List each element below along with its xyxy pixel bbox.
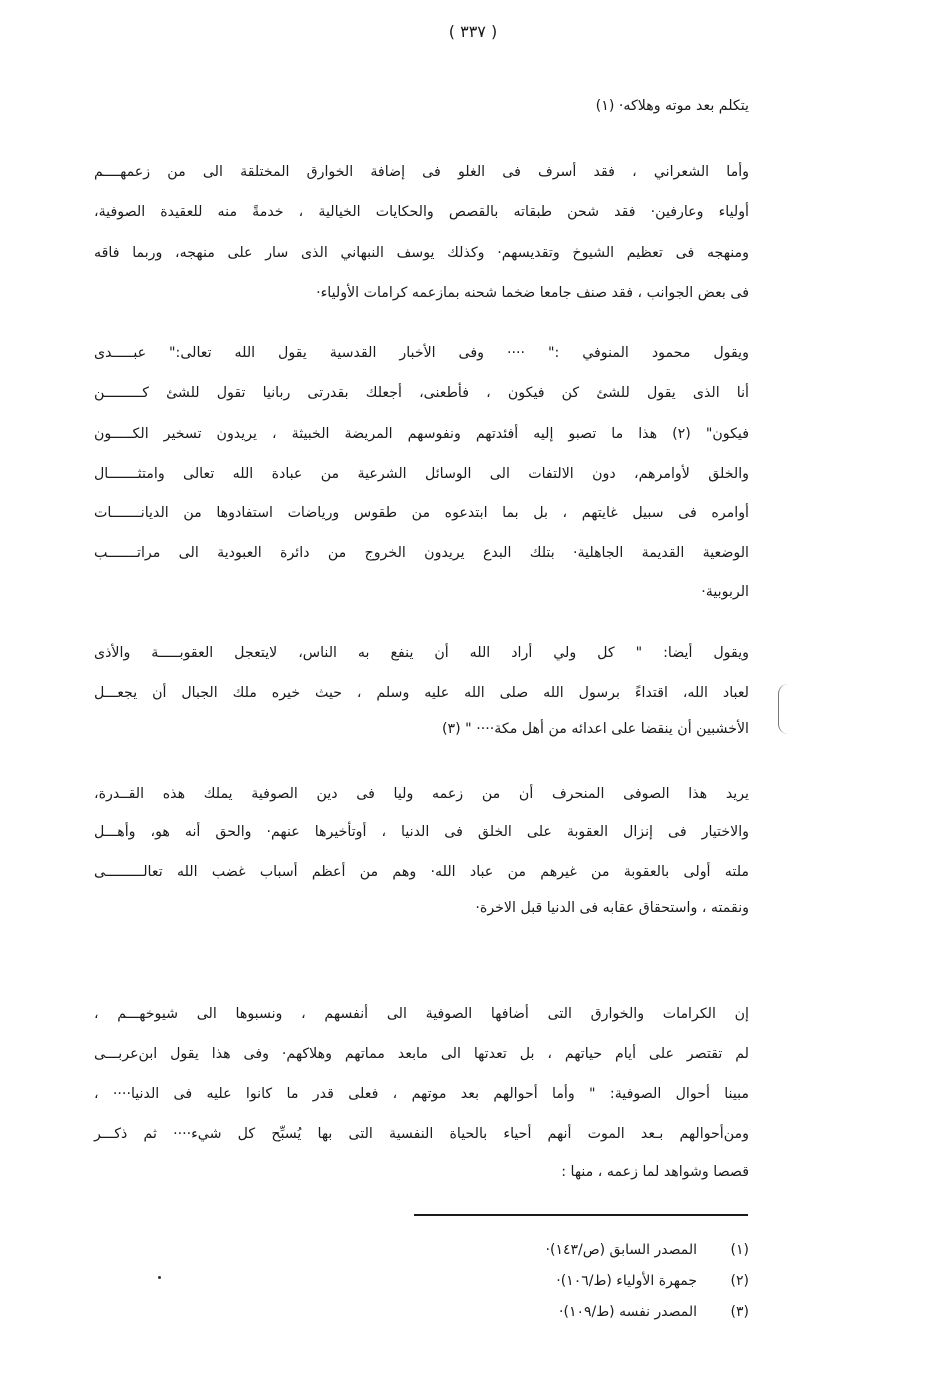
page-number: ( ٣٣٧ ) bbox=[448, 22, 498, 41]
body-line: أوامره فى سبيل غايتهم ، بل بما ابتدعوه من طقوس ورياضات استفادوها من الديانـــــــات bbox=[94, 505, 749, 521]
body-line: ومن‌أحوالهم بـعد الموت أنهم أحياء بالحياة النفسية التى بها يُسبِّح كل شيء···· ثم ذكـــر bbox=[94, 1126, 749, 1142]
body-line: الربوبية· bbox=[701, 584, 749, 600]
footnote-item bbox=[449, 1271, 749, 1291]
footnote-text: المصدر نفسه (ط/١٠٩)· bbox=[559, 1304, 697, 1320]
body-line: ملته أولى بالعقوبة من غيرهم من عباد الله· وهم من أعظم أسباب غضب الله تعالـــــــــى bbox=[94, 864, 749, 880]
body-line: يتكلم بعد موته وهلاكه· (١) bbox=[595, 98, 749, 114]
body-line: والاختيار فى إنزال العقوبة على الخلق فى الدنيا ، أوتأخيرها عنهم· والحق أنه هو، وأهـــل bbox=[94, 824, 749, 840]
body-line: ويقول محمود المنوفي :" ···· وفى الأخبار القدسية يقول الله تعالى:" عبـــــدى bbox=[94, 345, 749, 361]
body-line: أولياء وعارفين· فقد شحن طبقاته بالقصص والحكايات الخيالية ، خدمةً منه للعقيدة الصوفية، bbox=[94, 204, 749, 220]
footnote-number: (٣) bbox=[730, 1304, 749, 1320]
body-line: وأما الشعراني ، فقد أسرف فى الغلو فى إضافة الخوارق المختلقة الى من زعمهــــم bbox=[94, 164, 749, 180]
margin-annotation-mark bbox=[778, 684, 791, 734]
footnote-number: (١) bbox=[730, 1242, 749, 1258]
body-line: والخلق لأوامرهم، دون الالتفات الى الوسائل الشرعية من عبادة الله تعالى وامتثـــــــال bbox=[94, 466, 749, 482]
body-line: إن الكرامات والخوارق التى أضافها الصوفية الى أنفسهم ، ونسبوها الى شيوخهـــم ، bbox=[94, 1006, 749, 1022]
footnote-text: جمهرة الأولياء (ط/١٠٦)· bbox=[556, 1273, 697, 1289]
footnote-text: المصدر السابق (ص/١٤٣)· bbox=[545, 1242, 697, 1258]
body-line: لعباد الله، اقتداءً برسول الله صلى الله عليه وسلم ، حيث خيره ملك الجبال أن يجعـــل bbox=[94, 685, 749, 701]
body-line: الوضعية القديمة الجاهلية· بتلك البدع يريدون الخروج من دائرة العبودية الى مراتـــــــب bbox=[94, 545, 749, 561]
body-line: ويقول أيضا: " كل ولي أراد الله أن ينفع به الناس، لايتعجل العقوبـــــة والأذى bbox=[94, 645, 749, 661]
body-line: ونقمته ، واستحقاق عقابه فى الدنيا قبل الاخرة· bbox=[475, 900, 749, 916]
body-line: فى بعض الجوانب ، فقد صنف جامعا ضخما شحنه بمازعمه كرامات الأولياء· bbox=[316, 285, 749, 301]
body-line: الأخشبين أن ينقضا على اعدائه من أهل مكة···· " (٣) bbox=[441, 721, 749, 737]
body-line: لم تقتصر على أيام حياتهم ، بل تعدتها الى مابعد مماتهم وهلاكهم· وفى هذا يقول ابن‌عربـــى bbox=[94, 1046, 749, 1062]
body-line: يريد هذا الصوفى المنحرف أن من زعمه وليا فى دين الصوفية يملك هذه القــدرة، bbox=[94, 786, 749, 802]
body-line: أنا الذى يقول للشئ كن فيكون ، فأطعنى، أجعلك بقدرتى ربانيا تقول للشئ كـــــــــن bbox=[94, 385, 749, 401]
footnote-item bbox=[449, 1240, 749, 1260]
body-line: مبينا أحوال الصوفية: " وأما أحوالهم بعد موتهم ، فعلى قدر ما كانوا عليه فى الدنيا···· ، bbox=[94, 1086, 749, 1102]
footnote-number: (٢) bbox=[730, 1273, 749, 1289]
body-line: فيكون" (٢) هذا ما تصبو إليه أفئدتهم ونفوسهم المريضة الخبيثة ، يريدون تسخير الكـــــون bbox=[94, 426, 749, 442]
footnote-item bbox=[449, 1302, 749, 1322]
footnote-separator bbox=[414, 1214, 748, 1216]
stray-mark bbox=[158, 1276, 161, 1279]
body-line: ومنهجه فى تعظيم الشيوخ وتقديسهم· وكذلك يوسف النبهاني الذى سار على منهجه، وربما فاقه bbox=[94, 245, 749, 261]
body-line: قصصا وشواهد لما زعمه ، منها : bbox=[561, 1164, 749, 1180]
